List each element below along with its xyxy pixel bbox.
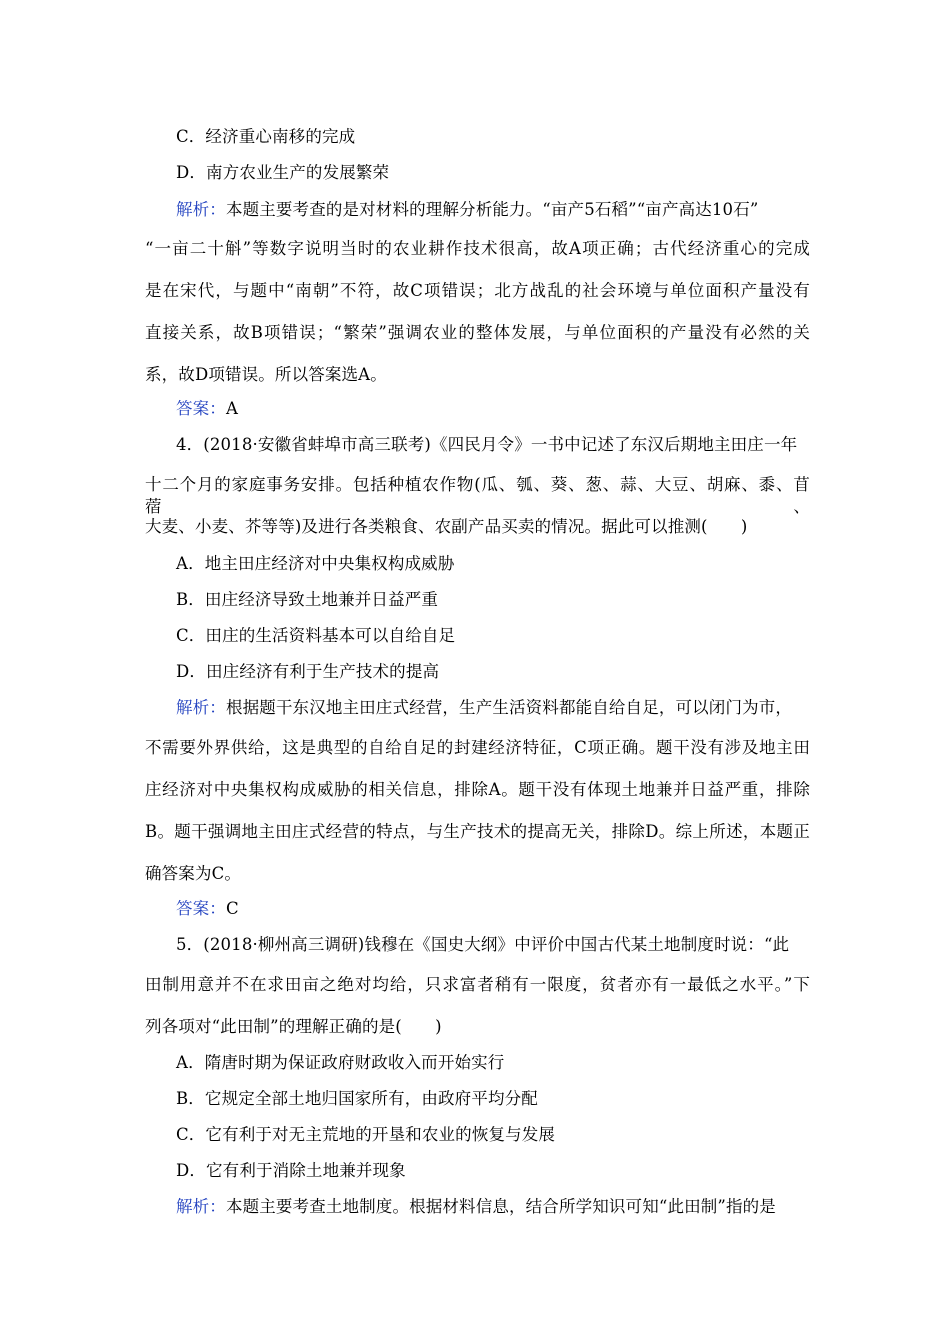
line-text: 不需要外界供给，这是典型的自给自足的封建经济特征，C项正确。题干没有涉及地主田 <box>145 738 810 757</box>
q4-option-a <box>176 553 841 575</box>
analysis-label: 解析： <box>176 200 226 219</box>
q4-analysis-paragraph-start <box>176 697 841 719</box>
q5-option-c <box>176 1124 841 1146</box>
q3-analysis-paragraph-start <box>176 199 841 221</box>
analysis-label: 解析： <box>176 1197 226 1216</box>
line-text: 田制用意并不在求田亩之绝对均给，只求富者稍有一限度，贫者亦有一最低之水平。”下 <box>145 975 810 994</box>
q3-analysis-line <box>145 322 810 344</box>
answer-value: C <box>225 899 239 918</box>
q5-stem-line <box>145 974 810 996</box>
line-text: B．田庄经济导致土地兼并日益严重 <box>176 590 439 609</box>
answer-label: 答案： <box>176 399 226 418</box>
line-text: B。题干强调地主田庄式经营的特点，与生产技术的提高无关，排除D。综上所述，本题正 <box>145 822 810 841</box>
q5-option-b <box>176 1088 841 1110</box>
line-text: A．隋唐时期为保证政府财政收入而开始实行 <box>176 1053 505 1072</box>
q5-option-a <box>176 1052 841 1074</box>
q4-analysis-line <box>145 821 810 843</box>
q4-analysis-line <box>145 779 810 801</box>
line-text: D．它有利于消除土地兼并现象 <box>176 1161 406 1180</box>
q4-stem-line <box>145 516 810 538</box>
line-text: 5．(2018·柳州高三调研)钱穆在《国史大纲》中评价中国古代某土地制度时说：“此 <box>176 935 790 954</box>
line-text: C．经济重心南移的完成 <box>176 127 356 146</box>
q3-option-d <box>176 162 841 184</box>
line-text: 本题主要考查土地制度。根据材料信息，结合所学知识可知“此田制”指的是 <box>225 1197 776 1216</box>
line-text: A．地主田庄经济对中央集权构成威胁 <box>176 554 455 573</box>
line-text: 是在宋代，与题中“南朝”不符，故C项错误；北方战乱的社会环境与单位面积产量没有 <box>145 281 810 300</box>
line-text: 十二个月的家庭事务安排。包括种植农作物(瓜、瓠、葵、葱、蒜、大豆、胡麻、黍、苜蓿、 <box>145 475 810 516</box>
answer-label: 答案： <box>176 899 226 918</box>
line-text: 本题主要考查的是对材料的理解分析能力。“亩产5石稻”“亩产高达10石” <box>225 200 759 219</box>
q5-analysis-paragraph-start <box>176 1196 841 1218</box>
q5-stem-line <box>145 1016 810 1038</box>
line-text: C．田庄的生活资料基本可以自给自足 <box>176 626 456 645</box>
line-text: 庄经济对中央集权构成威胁的相关信息，排除A。题干没有体现土地兼并日益严重，排除 <box>145 780 810 799</box>
q3-option-c <box>176 126 841 148</box>
q4-option-b <box>176 589 841 611</box>
q5-stem-start <box>176 934 810 956</box>
line-text: 4．(2018·安徽省蚌埠市高三联考)《四民月令》一书中记述了东汉后期地主田庄一年 <box>176 435 798 454</box>
line-text: D．田庄经济有利于生产技术的提高 <box>176 662 440 681</box>
line-text: 直接关系，故B项错误；“繁荣”强调农业的整体发展，与单位面积的产量没有必然的关 <box>145 323 810 342</box>
line-text: 大麦、小麦、芥等等)及进行各类粮食、农副产品买卖的情况。据此可以推测( ) <box>145 517 748 536</box>
answer-value: A <box>225 399 239 418</box>
q5-option-d <box>176 1160 841 1182</box>
q4-stem-line <box>145 474 810 518</box>
q4-option-d <box>176 661 841 683</box>
line-text: “一亩二十斛”等数字说明当时的农业耕作技术很高，故A项正确；古代经济重心的完成 <box>145 239 810 258</box>
line-text: D．南方农业生产的发展繁荣 <box>176 163 390 182</box>
q4-analysis-line <box>145 863 810 885</box>
q4-option-c <box>176 625 841 647</box>
line-text: 系，故D项错误。所以答案选A。 <box>145 365 387 384</box>
q4-analysis-line <box>145 737 810 759</box>
q3-answer <box>176 398 841 420</box>
q4-answer <box>176 898 841 920</box>
q3-analysis-line <box>145 280 810 302</box>
line-text: 列各项对“此田制”的理解正确的是( ) <box>145 1017 442 1036</box>
line-text: C．它有利于对无主荒地的开垦和农业的恢复与发展 <box>176 1125 556 1144</box>
analysis-label: 解析： <box>176 698 226 717</box>
q4-stem-start <box>176 434 810 456</box>
line-text: 确答案为C。 <box>145 864 242 883</box>
q3-analysis-line <box>145 364 810 386</box>
q3-analysis-line <box>145 238 810 260</box>
line-text: 根据题干东汉地主田庄式经营，生产生活资料都能自给自足，可以闭门为市， <box>225 698 793 717</box>
line-text: B．它规定全部土地归国家所有，由政府平均分配 <box>176 1089 538 1108</box>
